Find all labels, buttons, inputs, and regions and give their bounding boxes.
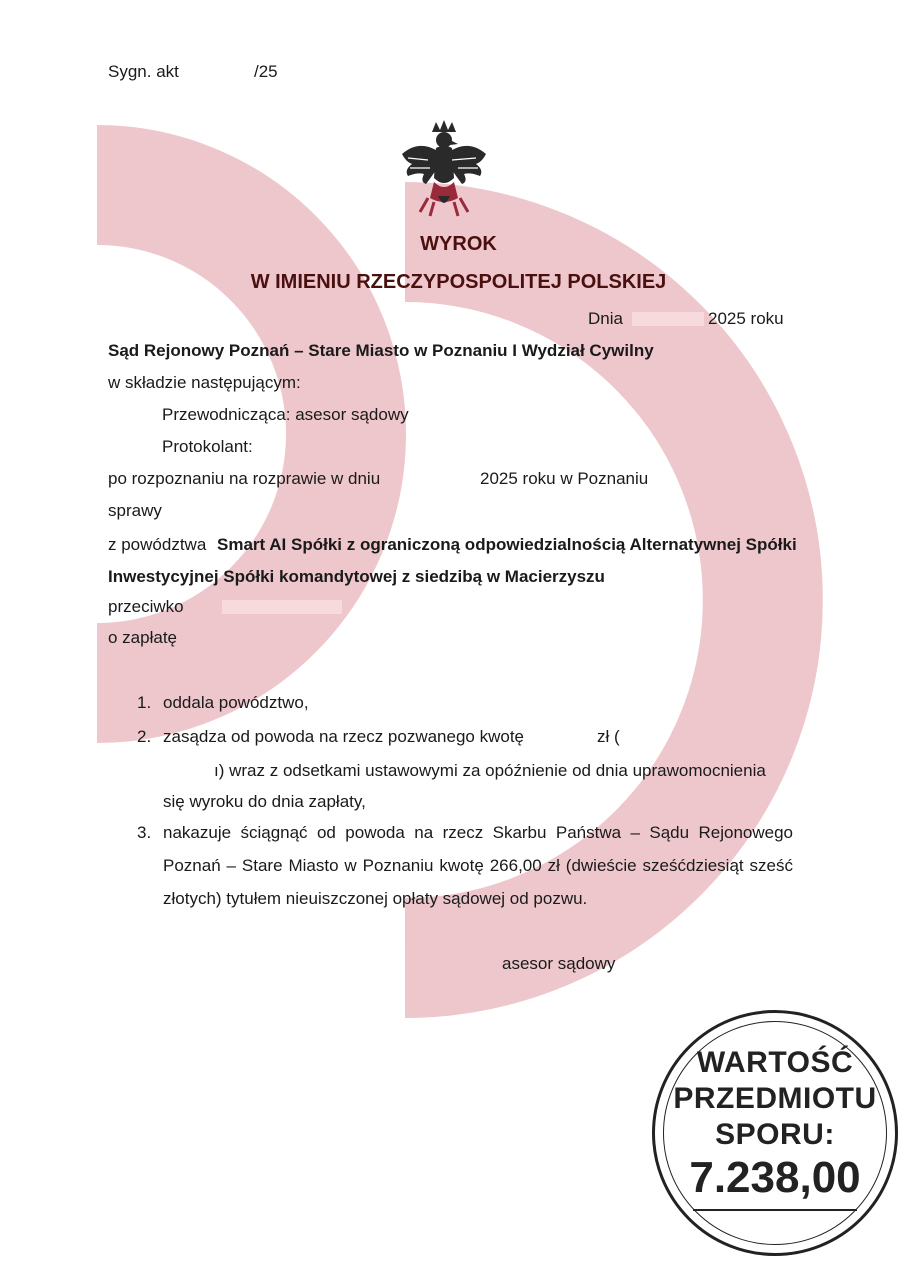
case-sprawy: sprawy — [108, 501, 162, 520]
case-number-label: Sygn. akt — [108, 62, 179, 81]
defendant-redaction — [222, 600, 342, 614]
hearing-suffix: 2025 roku w Poznaniu — [480, 469, 649, 488]
hearing-prefix: po rozpoznaniu na rozprawie w dniu — [108, 469, 381, 488]
ruling-2-line1b: zł ( — [597, 727, 620, 746]
signature-title: asesor sądowy — [502, 954, 616, 973]
composition-intro: w składzie następującym: — [108, 373, 301, 392]
stamp-underline — [693, 1209, 857, 1211]
dispute-value-stamp — [652, 1010, 898, 1256]
court-name: Sąd Rejonowy Poznań – Stare Miasto w Poznaniu I Wydział Cywilny — [108, 341, 654, 360]
date-redaction — [632, 312, 704, 326]
ruling-2-line3: się wyroku do dnia zapłaty, — [163, 792, 366, 811]
ruling-1-text: oddala powództwo, — [163, 693, 309, 712]
against-label: przeciwko — [108, 597, 184, 616]
stamp-label — [655, 1045, 895, 1153]
stamp-label-line1: WARTOŚĆ — [696, 1046, 854, 1079]
stamp-value: 7.238,00 — [689, 1153, 861, 1202]
ruling-3-number: 3. — [137, 823, 152, 842]
ruling-2-line2: ı) wraz z odsetkami ustawowymi za opóźnienie od dnia uprawomocnienia — [214, 761, 766, 780]
ruling-1-number: 1. — [137, 693, 152, 712]
plaintiff-name-line2: Inwestycyjnej Spółki komandytowej z siedzibą w Macierzyszu — [108, 567, 605, 586]
case-number-suffix: /25 — [254, 62, 278, 81]
case-subject: o zapłatę — [108, 628, 177, 647]
judgment-subtitle: W IMIENIU RZECZYPOSPOLITEJ POLSKIEJ — [250, 271, 667, 293]
date-suffix: 2025 roku — [708, 309, 784, 328]
stamp-label-line3: SPORU: — [715, 1118, 835, 1151]
clerk-label: Protokolant: — [162, 437, 253, 456]
plaintiff-name-line1: Smart AI Spółki z ograniczoną odpowiedzialnością Alternatywnej Spółki — [217, 535, 797, 554]
chair-label: Przewodnicząca: asesor sądowy — [162, 405, 409, 424]
ruling-3-text: nakazuje ściągnąć od powoda na rzecz Skarbu Państwa – Sądu Rejonowego Poznań – Stare Miasto w Poznaniu kwotę 266,00 zł (dwieście sześćdziesiąt sześć złotych) tytułem nieuiszczonej opłaty sądowej od pozwu. — [163, 823, 793, 908]
judgment-title: WYROK — [420, 233, 497, 255]
plaintiff-prefix: z powództwa — [108, 535, 207, 554]
stamp-label-line2: PRZEDMIOTU — [673, 1082, 877, 1115]
ruling-2-line1a: zasądza od powoda na rzecz pozwanego kwotę — [163, 727, 525, 746]
date-prefix: Dnia — [588, 309, 623, 328]
polish-eagle-emblem-icon — [398, 118, 490, 220]
ruling-2-number: 2. — [137, 727, 152, 746]
